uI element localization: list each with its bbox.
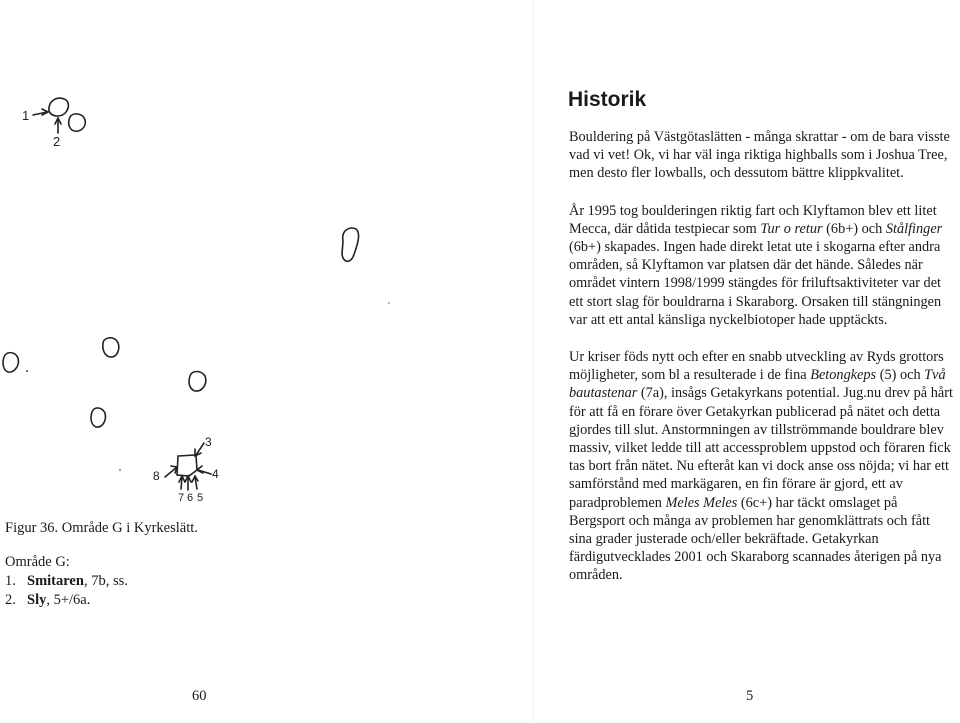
problem-title: Stålfinger — [885, 220, 943, 237]
history-text — [569, 128, 954, 604]
problem-grade: , 7b, ss. — [83, 573, 128, 589]
boulder-outline — [103, 338, 119, 357]
problem-title: Betongkeps — [810, 367, 877, 384]
problem-number-1: 1 — [22, 108, 30, 123]
list-item — [5, 572, 265, 591]
problem-number-5: 5 — [197, 492, 204, 504]
problem-number: 2. — [5, 592, 16, 608]
boulder-outline — [342, 228, 359, 261]
area-title: Område G: — [5, 554, 70, 570]
problem-title: Två bautastenar — [569, 367, 946, 402]
map-dot — [119, 469, 121, 471]
problem-number-2: 2 — [53, 134, 61, 149]
page-number-left: 60 — [192, 688, 207, 704]
problem-number-7: 7 — [178, 492, 185, 504]
boulder-outline — [49, 98, 68, 116]
problem-title: Tur o retur — [760, 220, 823, 237]
page-number-right: 5 — [746, 688, 754, 704]
boulder-outline — [91, 408, 105, 427]
map-dot — [26, 370, 28, 372]
figure-caption-block — [5, 519, 265, 610]
problem-title: Meles Meles — [665, 494, 738, 511]
map-dot — [388, 302, 390, 304]
problem-4-arrowhead — [197, 466, 203, 473]
problem-number-4: 4 — [212, 467, 219, 481]
problem-number-8: 8 — [153, 469, 160, 483]
problem-grade: , 5+/6a. — [46, 592, 91, 608]
list-item — [5, 591, 265, 610]
boulder-with-problems-1-2 — [33, 98, 85, 133]
paragraph-3: Ur kriser föds nytt och efter en snabb utveckling av Ryds grottors möjligheter, som bl a resulterade i de fina Betongkeps (5) och Två bautastenar (7a), insågs Getakyrkans potential. Jug.nu drev på hårt för att få en förare över Getakyrkan publicerad på nätet och detta gjordes till slut. Anstormningen av tillströmmande bouldrare blev massiv, vilket ledde till att accessproblem uppstod och föraren fick tas bort från nätet. Nu efteråt kan vi dock anse oss nöjda; vi har ett samförstånd med markägaren, en fin förare är gjord, ett av paradproblemen Meles Meles (6c+) har täckt omslaget på Bergsport och många av problemen har genomklättrats och fått sina grader justerade och/eller bekräftade. Getakyrkan färdigutvecklades 2001 och Skaraborg scannades återigen på nya områden. — [569, 349, 953, 584]
problem-number-3: 3 — [205, 435, 212, 449]
problem-list — [5, 572, 265, 610]
problem-name: Smitaren — [27, 573, 84, 589]
paragraph-2: År 1995 tog boulderingen riktig fart och Klyftamon blev ett litet Mecca, där dåtida testpiecar som Tur o retur (6b+) och Stålfinger (6b+) skapades. Ingen hade direkt letat ute i skogarna efter andra områden, så Klyftamon var platsen där det hände. Således när området vintern 1998/1999 stängdes för friluftsaktiviteter var det ett stort slag för bouldrarna i Skaraborg. Orsaken till stängningen var att ett antal känsliga nyckelbiotoper hade upptäckts. — [569, 202, 943, 328]
boulder-outline — [3, 353, 18, 372]
boulder-outline — [69, 114, 86, 131]
paragraph-1: Bouldering på Västgötaslätten - många skrattar - om de bara visste vad vi vet! Ok, vi har väl inga riktiga highballs som i Joshua Tree, men desto fler lowballs, och dessutom bättre klippkvalitet. — [569, 129, 950, 182]
boulder-outline — [189, 372, 206, 392]
scattered-boulders — [3, 228, 359, 427]
figure-caption: Figur 36. Område G i Kyrkeslätt. — [5, 520, 198, 536]
problem-number: 1. — [5, 573, 16, 589]
page-fold — [532, 0, 534, 723]
problem-name: Sly — [27, 592, 47, 608]
boulder-with-problems-3-8 — [165, 443, 211, 490]
section-heading: Historik — [568, 88, 647, 111]
boulder-outline — [177, 455, 197, 476]
problem-number-6: 6 — [187, 492, 194, 504]
